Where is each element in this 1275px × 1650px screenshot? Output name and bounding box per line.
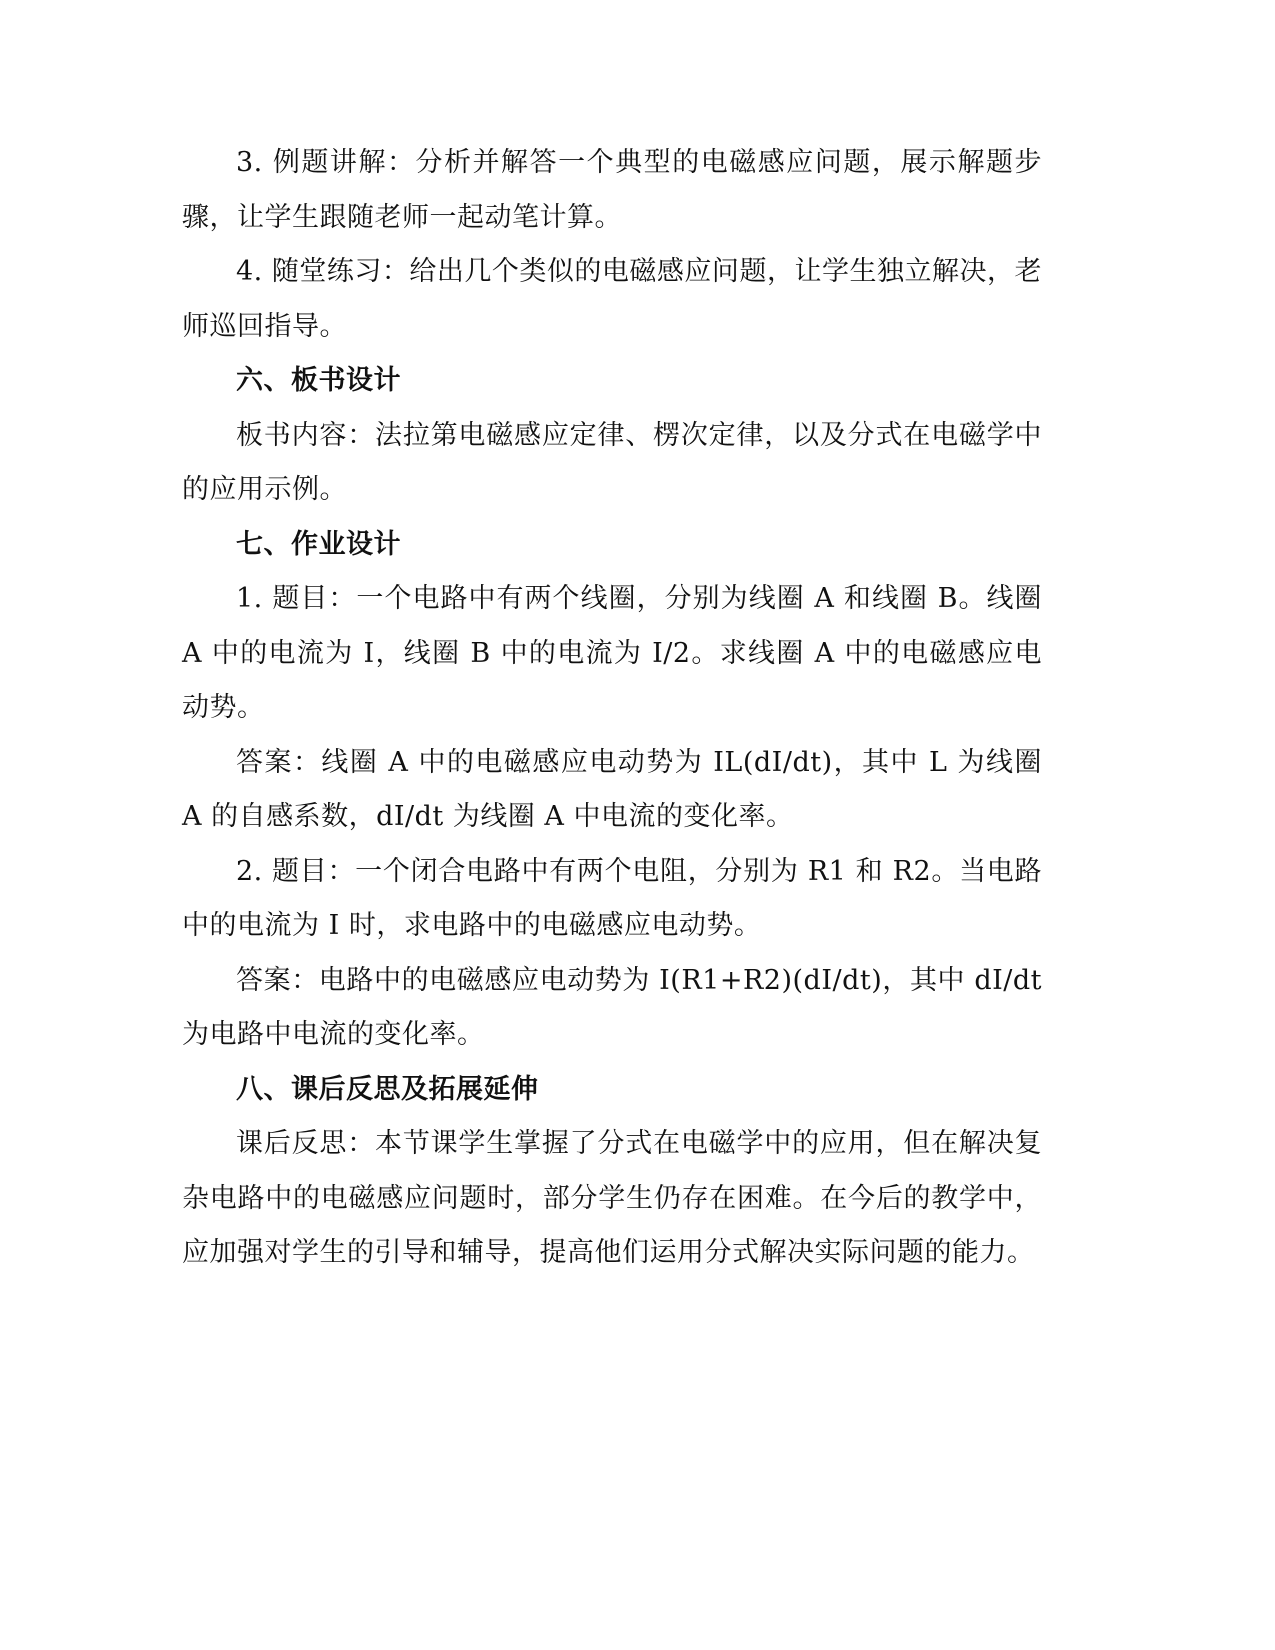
section-heading-homework: 七、作业设计 (236, 528, 401, 560)
document-page (182, 136, 1042, 1281)
homework-question-1: 1. 题目：一个电路中有两个线圈，分别为线圈 A 和线圈 B。线圈 A 中的电流为 I，线圈 B 中的电流为 I/2。求线圈 A 中的电磁感应电动势。 (182, 583, 1042, 723)
homework-question-2: 2. 题目：一个闭合电路中有两个电阻，分别为 R1 和 R2。当电路中的电流为 I 时，求电路中的电磁感应电动势。 (182, 855, 1042, 941)
section-heading-board-design: 六、板书设计 (236, 365, 401, 396)
example-explanation-paragraph: 3. 例题讲解：分析并解答一个典型的电磁感应问题，展示解题步骤，让学生跟随老师一起动笔计算。 (182, 147, 1042, 233)
reflection-paragraph: 课后反思：本节课学生掌握了分式在电磁学中的应用，但在解决复杂电路中的电磁感应问题时，部分学生仍存在困难。在今后的教学中，应加强对学生的引导和辅导，提高他们运用分式解决实际问题的能力。 (182, 1128, 1042, 1268)
homework-answer-1: 答案：线圈 A 中的电磁感应电动势为 IL(dI/dt)，其中 L 为线圈 A 的自感系数，dI/dt 为线圈 A 中电流的变化率。 (182, 746, 1042, 832)
board-content-paragraph: 板书内容：法拉第电磁感应定律、楞次定律，以及分式在电磁学中的应用示例。 (182, 419, 1042, 505)
practice-paragraph: 4. 随堂练习：给出几个类似的电磁感应问题，让学生独立解决，老师巡回指导。 (182, 256, 1042, 342)
section-heading-reflection: 八、课后反思及拓展延伸 (236, 1073, 539, 1105)
homework-answer-2: 答案：电路中的电磁感应电动势为 I(R1+R2)(dI/dt)，其中 dI/dt 为电路中电流的变化率。 (182, 964, 1042, 1050)
